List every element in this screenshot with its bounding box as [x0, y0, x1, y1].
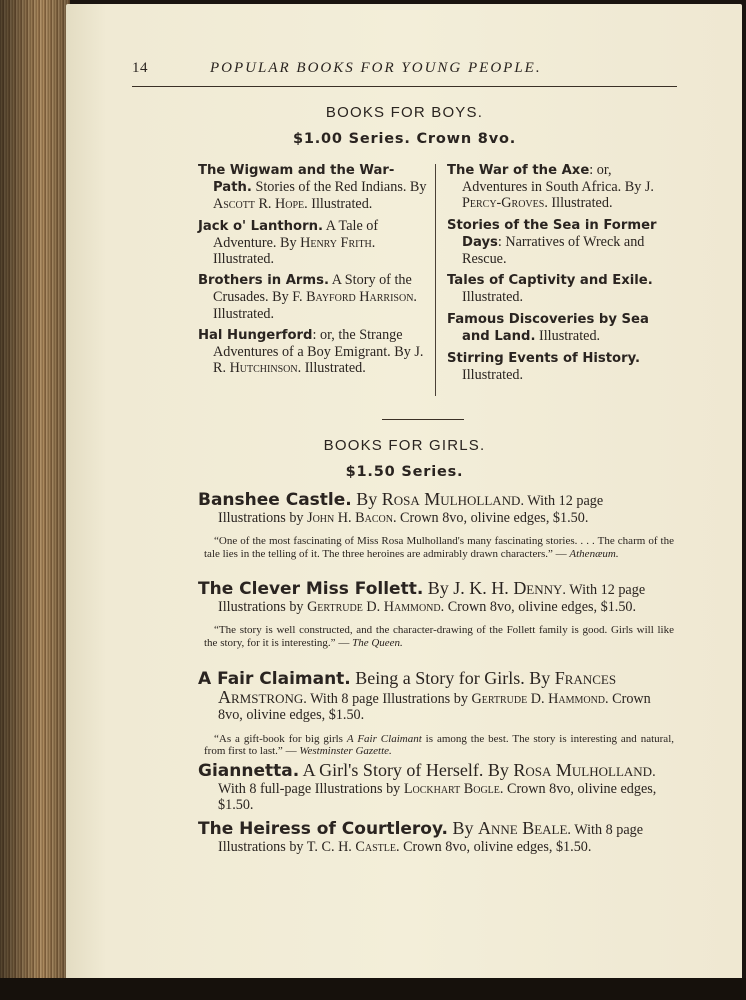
book-description: : or, the Strange Adventures of a Boy Emigrant. By J. R. — [213, 326, 424, 377]
book-entry — [447, 272, 675, 305]
quote-text: is among the best. The story is interesting and natural, from first to last.” — — [204, 732, 674, 757]
book-entry — [447, 350, 675, 383]
book-author: Ascott R. Hope — [213, 196, 305, 213]
book-by: By — [447, 818, 478, 838]
girls-book-entry — [198, 491, 674, 560]
book-tail: . Illustrated. — [297, 360, 366, 377]
book-title: Jack o' Lanthorn. — [198, 218, 324, 234]
review-quote — [198, 624, 674, 649]
book-title: Hal Hungerford — [198, 327, 313, 343]
book-tail: . Illustrated. — [544, 195, 613, 212]
quote-text: “One of the most fascinating of Miss Rosa Mulholland's many fascinating stories. . . . The charm of the tale lies in the telling of it. The three heroines are admirably drawn characters.” — — [204, 535, 674, 560]
book-by: A Girl's Story of Herself. By — [299, 760, 514, 780]
book-description: Illustrated. — [535, 327, 601, 344]
book-price: . Crown 8vo, olivine edges, $1.50. — [218, 690, 651, 723]
running-title: POPULAR BOOKS FOR YOUNG PEOPLE. — [210, 60, 542, 76]
book-author: Rosa Mulholland — [381, 489, 521, 509]
book-entry — [447, 311, 675, 345]
book-tail: . Illustrated. — [304, 196, 373, 213]
girls-book-entry — [198, 820, 674, 855]
book-author: Rosa Mulholland — [513, 760, 653, 780]
quote-source: Athenæum. — [569, 547, 619, 560]
book-description: : Narratives of Wreck and Rescue. — [462, 233, 645, 268]
book-details: . With 12 page Illustrations by — [218, 582, 646, 615]
book-description — [198, 580, 674, 615]
quote-book-title: A Fair Claimant — [346, 732, 422, 745]
girls-heading: BOOKS FOR GIRLS. — [323, 437, 486, 454]
book-title: The Wigwam and the War-Path. — [198, 163, 395, 196]
girls-book-entry — [198, 580, 674, 649]
boys-left-column — [198, 162, 430, 381]
running-head — [132, 58, 677, 84]
book-illustrator: Gertrude D. Hammond — [307, 598, 441, 615]
book-entry — [198, 272, 430, 322]
boys-right-column — [447, 162, 675, 388]
book-entry — [198, 327, 430, 377]
book-author: Hutchinson — [229, 360, 298, 377]
book-price: . Crown 8vo, olivine edges, $1.50. — [395, 838, 592, 855]
review-quote — [198, 733, 674, 758]
book-author: Anne Beale — [477, 818, 568, 838]
quote-text: “The story is well constructed, and the character-drawing of the Follett family is good. Girls will like the story, for it is interesting.” — — [204, 624, 674, 649]
book-details: . With 8 full-page Illustrations by — [218, 764, 656, 797]
girls-book-entry — [198, 762, 674, 814]
section-divider — [382, 419, 464, 420]
book-details: . With 12 page Illustrations by — [218, 493, 604, 526]
page-number: 14 — [132, 60, 148, 76]
boys-heading: BOOKS FOR BOYS. — [325, 104, 484, 121]
book-author: Percy-Groves — [462, 195, 545, 212]
book-author: Henry Frith — [300, 234, 372, 251]
book-title: Banshee Castle. — [198, 490, 352, 510]
book-title: The War of the Axe — [447, 163, 590, 178]
book-title: A Fair Claimant. — [198, 669, 351, 689]
book-author: Denny — [513, 578, 563, 598]
review-quote — [198, 535, 674, 560]
book-description: Illustrated. — [462, 289, 524, 306]
boys-series: $1.00 Series. Crown 8vo. — [292, 131, 517, 147]
girls-series: $1.50 Series. — [345, 464, 464, 480]
girls-book-entry — [198, 670, 674, 758]
book-description: A Story of the Crusades. By F. — [213, 272, 412, 306]
book-title: Brothers in Arms. — [198, 273, 330, 289]
book-illustrator: Gertrude D. Hammond — [471, 690, 606, 707]
book-author: Bayford Harrison — [306, 289, 414, 306]
book-title: The Clever Miss Follett. — [198, 579, 424, 599]
book-author: Frances Armstrong — [218, 668, 617, 707]
book-description — [198, 491, 674, 526]
book-illustrator: Lockhart Bogle — [403, 780, 500, 797]
book-illustrator: John H. Bacon — [307, 509, 393, 526]
background-shadow — [0, 978, 746, 1000]
quote-text: “As a gift-book for big girls — [214, 732, 347, 745]
book-description: Stories of the Red Indians. By — [251, 179, 427, 196]
book-by: Being a Story for Girls. By — [350, 668, 555, 688]
column-divider — [435, 164, 436, 396]
book-tail: . Illustrated. — [213, 234, 376, 268]
book-by: By — [351, 489, 382, 509]
book-entry — [198, 162, 430, 213]
book-details: . With 8 page Illustrations by — [303, 690, 472, 707]
book-title: Tales of Captivity and Exile. — [447, 273, 653, 289]
book-description: : or, Adventures in South Africa. By J. — [462, 162, 654, 196]
quote-source: The Queen. — [352, 636, 403, 649]
book-price: . Crown 8vo, olivine edges, $1.50. — [392, 509, 589, 526]
book-title: The Heiress of Courtleroy. — [198, 819, 448, 839]
book-tail: . Illustrated. — [213, 289, 417, 322]
book-entry — [447, 162, 675, 212]
book-description — [198, 820, 674, 855]
book-illustrator: Castle — [355, 838, 396, 855]
book-details: . With 8 page Illustrations by T. C. H. — [218, 822, 644, 855]
book-price: . Crown 8vo, olivine edges, $1.50. — [218, 780, 657, 813]
book-title: Famous Discoveries by Sea and Land. — [447, 311, 649, 344]
header-rule — [132, 86, 677, 87]
book-title: Giannetta. — [198, 761, 300, 781]
book-entry — [198, 218, 430, 268]
book-page-edges — [0, 0, 70, 1000]
book-description — [198, 670, 674, 724]
book-title: Stories of the Sea in Former Days — [447, 217, 657, 250]
book-description — [198, 762, 674, 814]
book-description: A Tale of Adventure. By — [213, 217, 379, 251]
book-title: Stirring Events of History. — [447, 351, 641, 367]
book-price: . Crown 8vo, olivine edges, $1.50. — [440, 598, 637, 615]
book-description: Illustrated. — [462, 367, 524, 384]
quote-source: Westminster Gazette. — [299, 745, 392, 757]
book-by: By J. K. H. — [423, 578, 514, 598]
book-entry — [447, 217, 675, 268]
